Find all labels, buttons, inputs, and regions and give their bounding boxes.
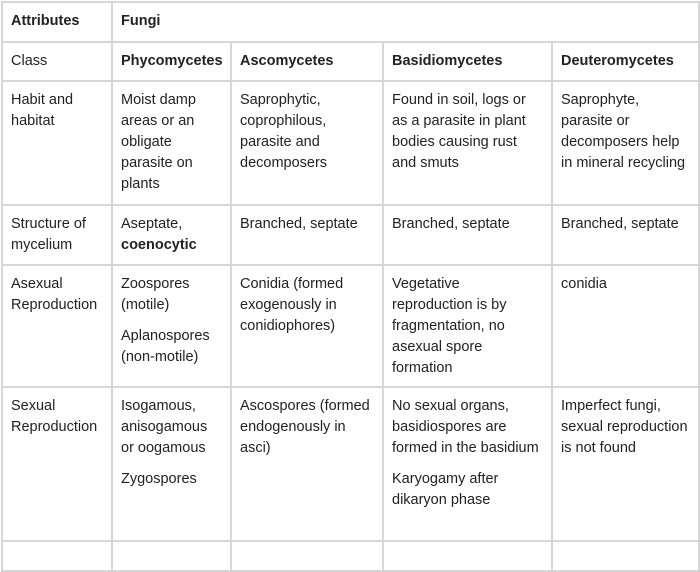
table-cell: Conidia (formed exogenously in conidiophores) <box>231 265 383 387</box>
cell-paragraph: No sexual organs, basidiospores are formed in the basidium <box>392 398 539 456</box>
table-cell: Branched, septate <box>552 205 699 265</box>
fungi-comparison-table <box>1 1 700 572</box>
row-label: Asexual Reproduction <box>2 265 112 387</box>
table-row-sexual <box>2 387 699 541</box>
header-fungi: Fungi <box>112 2 699 42</box>
cell-paragraph: Karyogamy after dikaryon phase <box>392 471 499 508</box>
table-cell: Saprophytic, coprophilous, parasite and decomposers <box>231 81 383 205</box>
table-row-asexual <box>2 265 699 387</box>
table-cell: Moist damp areas or an obligate parasite on plants <box>112 81 231 205</box>
class-phycomycetes: Phycomycetes <box>112 42 231 81</box>
class-basidiomycetes: Basidiomycetes <box>383 42 552 81</box>
cell-paragraph: Aplanospores (non-motile) <box>121 328 210 365</box>
class-ascomycetes: Ascomycetes <box>231 42 383 81</box>
table-cell: conidia <box>552 265 699 387</box>
table-cell-empty <box>383 541 552 571</box>
table-cell-empty <box>552 541 699 571</box>
table-cell <box>112 265 231 387</box>
row-label: Habit and habitat <box>2 81 112 205</box>
table-cell: Vegetative reproduction is by fragmentation, no asexual spore formation <box>383 265 552 387</box>
table-row-class <box>2 42 699 81</box>
table-cell: Imperfect fungi, sexual reproduction is not found <box>552 387 699 541</box>
table-cell: Branched, septate <box>383 205 552 265</box>
class-deuteromycetes: Deuteromycetes <box>552 42 699 81</box>
table-cell <box>112 205 231 265</box>
cell-paragraph: Zygospores <box>121 471 197 487</box>
table-row-mycelium <box>2 205 699 265</box>
table-cell: Saprophyte, parasite or decomposers help in mineral recycling <box>552 81 699 205</box>
cell-paragraph: Isogamous, anisogamous or oogamous <box>121 398 208 456</box>
header-attributes: Attributes <box>2 2 112 42</box>
table-row-habitat <box>2 81 699 205</box>
table-cell-empty <box>231 541 383 571</box>
row-label: Structure of mycelium <box>2 205 112 265</box>
table-cell <box>383 387 552 541</box>
row-label: Sexual Reproduction <box>2 387 112 541</box>
table-cell-empty <box>2 541 112 571</box>
table-cell: Branched, septate <box>231 205 383 265</box>
cell-paragraph: Zoospores (motile) <box>121 276 190 313</box>
cell-text-bold: coenocytic <box>121 237 197 253</box>
table-cell-empty <box>112 541 231 571</box>
table-header-row <box>2 2 699 42</box>
table-row-cutoff <box>2 541 699 571</box>
table-cell <box>112 387 231 541</box>
table-cell: Found in soil, logs or as a parasite in plant bodies causing rust and smuts <box>383 81 552 205</box>
table-cell: Ascospores (formed endogenously in asci) <box>231 387 383 541</box>
row-label: Class <box>2 42 112 81</box>
cell-text: Aseptate, <box>121 216 183 232</box>
